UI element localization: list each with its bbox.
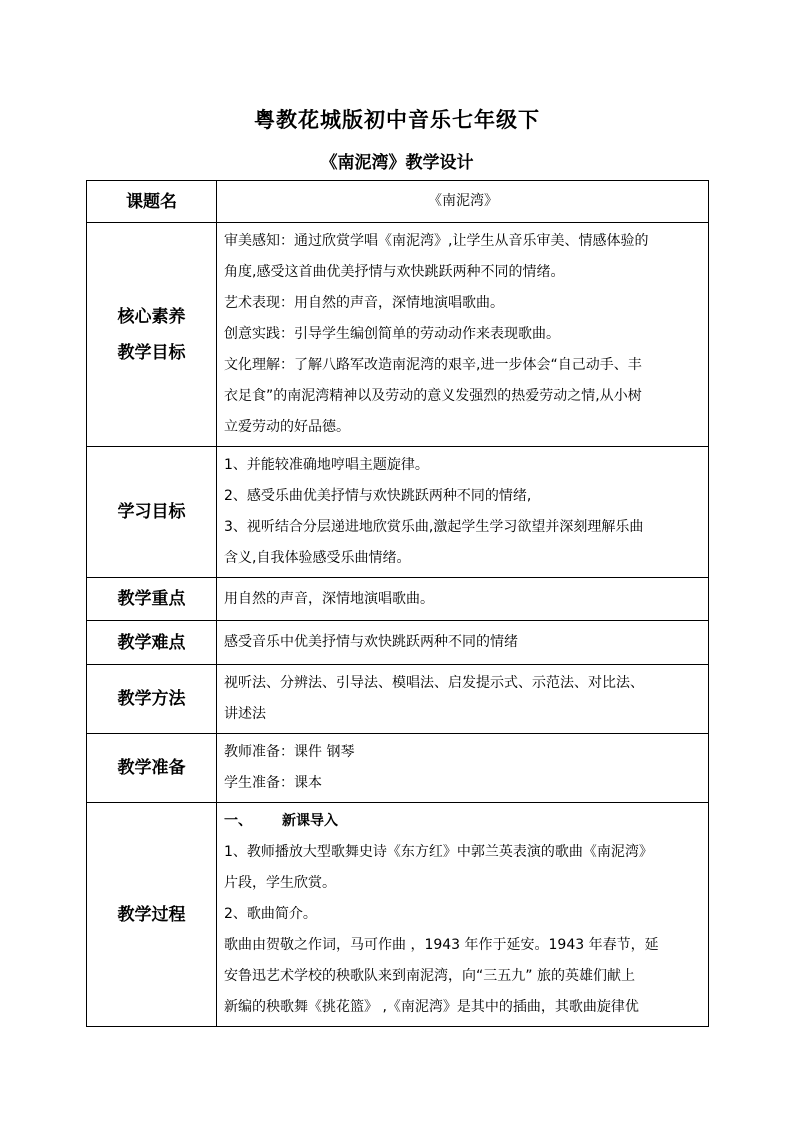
label-difficulty: 教学难点 [87,621,217,665]
value-difficulty: 感受音乐中优美抒情与欢快跳跃两种不同的情绪 [217,621,709,665]
lesson-plan-table [86,180,709,1027]
table-row-difficulty [87,621,709,665]
text-line: 安鲁迅艺术学校的秧歌队来到南泥湾，向“三五九” 旅的英雄们献上 [224,968,635,984]
text-line: 片段，学生欣赏。 [224,875,336,891]
text-line: 讲述法 [224,706,266,722]
table-row-learning-goals [87,447,709,578]
table-row-process [87,803,709,1027]
text-line: 衣足食”的南泥湾精神以及劳动的意义发强烈的热爱劳动之情,从小树 [224,388,642,404]
table-row-preparation [87,734,709,803]
text-line: 角度,感受这首曲优美抒情与欢快跳跃两种不同的情绪。 [224,264,565,280]
value-method [217,665,709,734]
table-row-key-point [87,578,709,621]
label-preparation: 教学准备 [87,734,217,803]
value-key-point: 用自然的声音，深情地演唱歌曲。 [217,578,709,621]
table-row-core-goals [87,223,709,447]
text-line: 立爱劳动的好品德。 [224,419,350,435]
text-line: 2、歌曲简介。 [224,906,317,922]
value-core-goals [217,223,709,447]
label-core-goals: 核心素养 教学目标 [87,223,217,447]
text-line: 2、感受乐曲优美抒情与欢快跳跃两种不同的情绪, [224,488,532,504]
text-line: 教师准备：课件 钢琴 [224,744,355,760]
text-line: 创意实践：引导学生编创简单的劳动动作来表现歌曲。 [224,326,560,342]
value-process [217,803,709,1027]
text-line: 审美感知：通过欣赏学唱《南泥湾》,让学生从音乐审美、情感体验的 [224,233,649,249]
value-topic: 《南泥湾》 [217,181,709,223]
text-line: 含义,自我体验感受乐曲情绪。 [224,550,411,566]
value-learning-goals [217,447,709,578]
value-preparation [217,734,709,803]
table-row-method [87,665,709,734]
text-line: 3、视听结合分层递进地欣赏乐曲,激起学生学习欲望并深刻理解乐曲 [224,519,644,535]
text-line: 1、教师播放大型歌舞史诗《东方红》中郭兰英表演的歌曲《南泥湾》 [224,844,653,860]
table-row-topic [87,181,709,223]
document-subtitle: 《南泥湾》教学设计 [320,153,474,173]
label-key-point: 教学重点 [87,578,217,621]
label-topic: 课题名 [87,181,217,223]
document-title: 粤教花城版初中音乐七年级下 [254,108,540,132]
text-line: 学生准备：课本 [224,775,322,791]
text-line: 歌曲由贺敬之作词，马可作曲 ，1943 年作于延安。1943 年春节，延 [224,937,659,953]
text-line: 艺术表现：用自然的声音，深情地演唱歌曲。 [224,295,504,311]
text-line: 1、并能较准确地哼唱主题旋律。 [224,457,429,473]
label-process: 教学过程 [87,803,217,1027]
text-line: 新编的秧歌舞《挑花篮》 ,《南泥湾》是其中的插曲，其歌曲旋律优 [224,999,639,1015]
text-line: 视听法、分辨法、引导法、模唱法、启发提示式、示范法、对比法、 [224,675,644,691]
label-method: 教学方法 [87,665,217,734]
label-learning-goals: 学习目标 [87,447,217,578]
section-heading: 一、 新课导入 [224,813,338,829]
text-line: 文化理解：了解八路军改造南泥湾的艰辛,进一步体会“自己动手、丰 [224,357,642,373]
